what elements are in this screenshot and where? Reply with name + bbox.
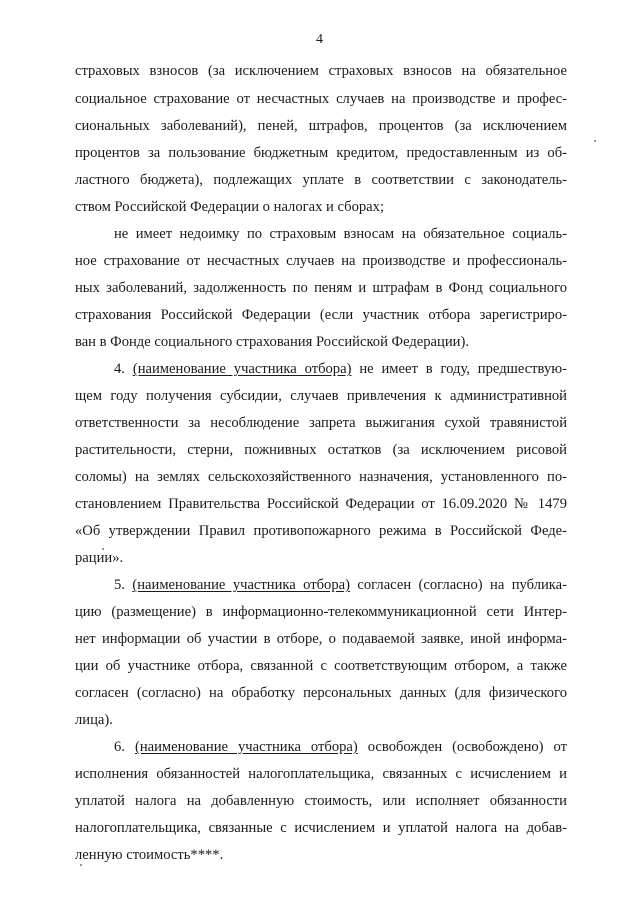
text-line: соломы) на землях сельскохозяйственного назначения, установленного по- [75, 469, 567, 485]
page-number: 4 [316, 32, 323, 47]
text-line: ответственности за несоблюдение запрета выжигания сухой травянистой [75, 415, 567, 431]
text-line: «Об утверждении Правил противопожарного режима в Российской Феде- [75, 523, 567, 539]
text-line: цию (размещение) в информационно-телекоммуникационной сети Интер- [75, 604, 567, 620]
item-number: 4. [114, 361, 125, 377]
text-line: ством Российской Федерации о налогах и сборах; [75, 199, 384, 215]
text-line: щем году получения субсидии, случаев привлечения к административной [75, 388, 567, 404]
text-line: лица). [75, 712, 113, 728]
text-line: согласен (согласно) на обработку персональных данных (для физического [75, 685, 567, 701]
text-line: исполнения обязанностей налогоплательщика, связанных с исчислением и [75, 766, 567, 782]
text-line: страховых взносов (за исключением страховых взносов на обязательное [75, 63, 567, 79]
text-fragment: согласен (согласно) на публика- [357, 577, 567, 593]
participant-name-placeholder: (наименование участника отбора) [132, 361, 352, 377]
paragraph-6-first-line [114, 738, 567, 756]
text-fragment: не имеет в году, предшествую- [359, 361, 568, 377]
paragraph-5-first-line [114, 576, 567, 594]
paragraph-4-first-line [114, 360, 567, 378]
text-fragment: освобожден (освобождено) от [367, 739, 568, 755]
text-line: растительности, стерни, пожнивных остатков (за исключением рисовой [75, 442, 567, 458]
text-line: ных заболеваний, задолженность по пеням и штрафам в Фонд социального [75, 280, 567, 296]
text-line: сиональных заболеваний), пеней, штрафов, процентов (за исключением [75, 118, 567, 134]
text-line: ван в Фонде социального страхования Российской Федерации). [75, 334, 469, 350]
text-line: страхования Российской Федерации (если участник отбора зарегистриро- [75, 307, 567, 323]
text-line: социальное страхование от несчастных случаев на производстве и профес- [75, 91, 567, 107]
text-line: ластного бюджета), подлежащих уплате в соответствии с законодатель- [75, 172, 567, 188]
text-line: ное страхование от несчастных случаев на производстве и профессиональ- [75, 253, 567, 269]
scan-speck [80, 864, 82, 866]
item-number: 5. [114, 577, 125, 593]
text-line: ленную стоимость****. [75, 847, 224, 863]
text-line: рации». [75, 550, 124, 566]
paragraph-first-line: не имеет недоимку по страховым взносам на обязательное социаль- [114, 226, 567, 242]
scan-speck [102, 548, 104, 550]
scan-speck [594, 140, 596, 142]
text-line: ции об участнике отбора, связанной с соответствующим отбором, а также [75, 658, 567, 674]
participant-name-placeholder: (наименование участника отбора) [134, 739, 358, 755]
text-line: процентов за пользование бюджетным кредитом, предоставленным из об- [75, 145, 567, 161]
text-line: уплатой налога на добавленную стоимость, или исполняет обязанности [75, 793, 567, 809]
text-line: нет информации об участии в отборе, о подаваемой заявке, иной информа- [75, 631, 567, 647]
text-line: налогоплательщика, связанные с исчислением и уплатой налога на добав- [75, 820, 567, 836]
item-number: 6. [114, 739, 125, 755]
text-line: становлением Правительства Российской Федерации от 16.09.2020 № 1479 [75, 496, 567, 512]
participant-name-placeholder: (наименование участника отбора) [132, 577, 350, 593]
